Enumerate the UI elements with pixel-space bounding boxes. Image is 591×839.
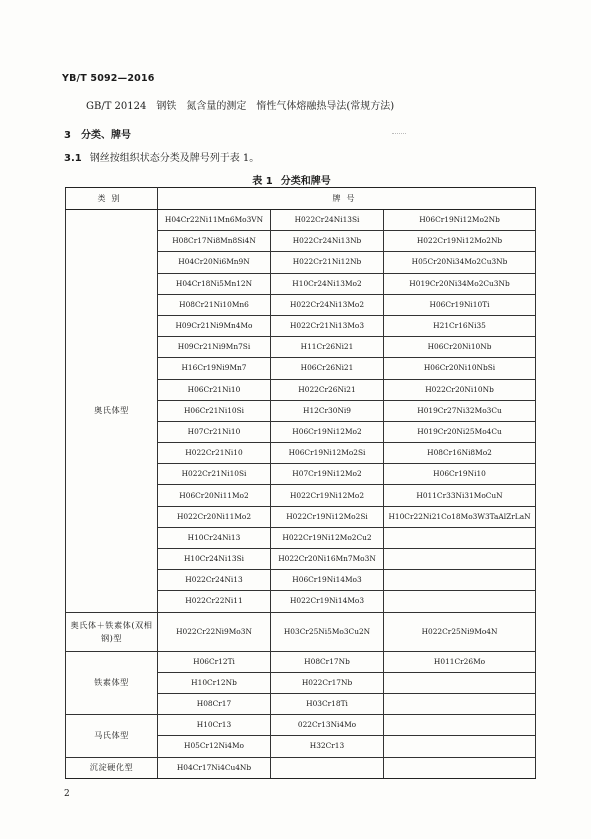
grade-cell: H022Cr24Ni13 (158, 570, 271, 591)
grade-cell: H06Cr19Ni12Mo2 (271, 421, 384, 442)
section-heading (64, 126, 141, 141)
grade-cell: H32Cr13 (271, 736, 384, 757)
scan-artifact (392, 133, 406, 135)
grade-cell: H08Cr17Nb (271, 651, 384, 672)
category-cell: 奥氏体型 (66, 210, 158, 613)
category-cell: 铁素体型 (66, 651, 158, 715)
grade-cell: H06Cr20Ni10Nb (384, 337, 536, 358)
grade-cell: H08Cr21Ni10Mn6 (158, 294, 271, 315)
grade-cell: H16Cr19Ni9Mn7 (158, 358, 271, 379)
grade-cell: H10Cr13 (158, 715, 271, 736)
grade-cell: H022Cr19Ni14Mo3 (271, 591, 384, 612)
grade-cell: H09Cr21Ni9Mn4Mo (158, 315, 271, 336)
grade-cell: H022Cr19Ni12Mo2Si (271, 506, 384, 527)
table-caption (0, 172, 591, 187)
grade-cell: H06Cr19Ni10 (384, 464, 536, 485)
grade-cell (384, 715, 536, 736)
grade-cell: H12Cr30Ni9 (271, 400, 384, 421)
grade-cell: H08Cr17 (158, 693, 271, 714)
header-grade: 牌号 (158, 188, 536, 210)
grade-cell: H022Cr19Ni12Mo2Cu2 (271, 527, 384, 548)
category-cell: 沉淀硬化型 (66, 757, 158, 778)
grade-cell: H04Cr22Ni11Mn6Mo3VN (158, 210, 271, 231)
grade-cell (384, 549, 536, 570)
grade-cell: H022Cr21Ni10 (158, 443, 271, 464)
grade-cell: H10Cr24Ni13Mo2 (271, 273, 384, 294)
grade-cell: H10Cr12Nb (158, 672, 271, 693)
grade-cell: H10Cr24Ni13Si (158, 549, 271, 570)
grade-cell: H03Cr25Ni5Mo3Cu2N (271, 612, 384, 651)
grade-cell (271, 757, 384, 778)
grade-cell: H022Cr19Ni12Mo2Nb (384, 231, 536, 252)
grade-cell: H022Cr21Ni12Nb (271, 252, 384, 273)
grade-cell: H06Cr19Ni12Mo2Si (271, 443, 384, 464)
header-category: 类别 (66, 188, 158, 210)
table-row (66, 612, 536, 651)
grade-cell: H022Cr24Ni13Mo2 (271, 294, 384, 315)
grade-cell: H04Cr18Ni5Mn12N (158, 273, 271, 294)
grade-cell: H10Cr22Ni21Co18Mo3W3TaAlZrLaN (384, 506, 536, 527)
grade-cell: H08Cr17Ni8Mn8Si4N (158, 231, 271, 252)
clause-paragraph (64, 149, 259, 164)
reference-title-c: 惰性气体熔融热导法(常规方法) (256, 101, 395, 112)
grade-cell: H019Cr20Ni25Mo4Cu (384, 421, 536, 442)
grade-cell (384, 757, 536, 778)
table-row (66, 715, 536, 736)
table-caption-title: 分类和牌号 (280, 176, 331, 187)
grade-cell: H022Cr25Ni9Mo4N (384, 612, 536, 651)
clause-text: 钢丝按组织状态分类及牌号列于表 1。 (89, 153, 260, 164)
grade-cell: H022Cr24Ni13Si (271, 210, 384, 231)
grade-cell: H03Cr18Ti (271, 693, 384, 714)
table-row (66, 757, 536, 778)
grade-cell: H011Cr33Ni31MoCuN (384, 485, 536, 506)
table-row (66, 210, 536, 231)
clause-number: 3.1 (64, 153, 82, 164)
grade-cell (384, 693, 536, 714)
grade-cell: H019Cr20Ni34Mo2Cu3Nb (384, 273, 536, 294)
grade-cell: H022Cr20Ni10Nb (384, 379, 536, 400)
page-number: 2 (64, 789, 70, 799)
grade-cell: H06Cr21Ni10 (158, 379, 271, 400)
reference-code: GB/T 20124 (86, 101, 147, 112)
grade-table (65, 187, 536, 779)
normative-reference (86, 97, 404, 112)
grade-cell: H022Cr17Nb (271, 672, 384, 693)
grade-cell: H022Cr22Ni9Mo3N (158, 612, 271, 651)
grade-cell: H022Cr22Ni11 (158, 591, 271, 612)
section-number: 3 (64, 130, 71, 141)
table-row (66, 651, 536, 672)
grade-cell: H06Cr19Ni12Mo2Nb (384, 210, 536, 231)
grade-cell: H022Cr21Ni10Si (158, 464, 271, 485)
grade-cell: H04Cr20Ni6Mn9N (158, 252, 271, 273)
grade-cell: H11Cr26Ni21 (271, 337, 384, 358)
category-cell: 奥氏体＋铁素体(双相钢)型 (66, 612, 158, 651)
grade-cell: H022Cr19Ni12Mo2 (271, 485, 384, 506)
grade-cell (384, 736, 536, 757)
reference-title-a: 钢铁 (156, 101, 177, 112)
standard-number: YB/T 5092—2016 (62, 73, 155, 84)
table-caption-number: 表 1 (252, 176, 273, 187)
grade-cell: H022Cr26Ni21 (271, 379, 384, 400)
grade-cell: H06Cr26Ni21 (271, 358, 384, 379)
grade-cell: H05Cr20Ni34Mo2Cu3Nb (384, 252, 536, 273)
grade-cell: H022Cr20Ni11Mo2 (158, 506, 271, 527)
grade-cell: H05Cr12Ni4Mo (158, 736, 271, 757)
reference-title-b: 氮含量的测定 (186, 101, 247, 112)
section-title: 分类、牌号 (80, 130, 131, 141)
grade-cell: H06Cr19Ni14Mo3 (271, 570, 384, 591)
grade-cell: H04Cr17Ni4Cu4Nb (158, 757, 271, 778)
grade-cell: H022Cr20Ni16Mn7Mo3N (271, 549, 384, 570)
grade-cell: H07Cr19Ni12Mo2 (271, 464, 384, 485)
grade-cell: H09Cr21Ni9Mn7Si (158, 337, 271, 358)
grade-cell: 022Cr13Ni4Mo (271, 715, 384, 736)
grade-cell (384, 672, 536, 693)
grade-cell: H06Cr20Ni11Mo2 (158, 485, 271, 506)
grade-cell (384, 570, 536, 591)
grade-cell: H022Cr24Ni13Nb (271, 231, 384, 252)
grade-cell (384, 591, 536, 612)
grade-cell: H08Cr16Ni8Mo2 (384, 443, 536, 464)
grade-cell (384, 527, 536, 548)
grade-cell: H06Cr21Ni10Si (158, 400, 271, 421)
grade-cell: H06Cr19Ni10Ti (384, 294, 536, 315)
grade-cell: H10Cr24Ni13 (158, 527, 271, 548)
grade-cell: H07Cr21Ni10 (158, 421, 271, 442)
category-cell: 马氏体型 (66, 715, 158, 757)
grade-cell: H019Cr27Ni32Mo3Cu (384, 400, 536, 421)
grade-cell: H022Cr21Ni13Mo3 (271, 315, 384, 336)
grade-cell: H011Cr26Mo (384, 651, 536, 672)
grade-cell: H21Cr16Ni35 (384, 315, 536, 336)
grade-cell: H06Cr12Ti (158, 651, 271, 672)
table-header-row (66, 188, 536, 210)
grade-cell: H06Cr20Ni10NbSi (384, 358, 536, 379)
